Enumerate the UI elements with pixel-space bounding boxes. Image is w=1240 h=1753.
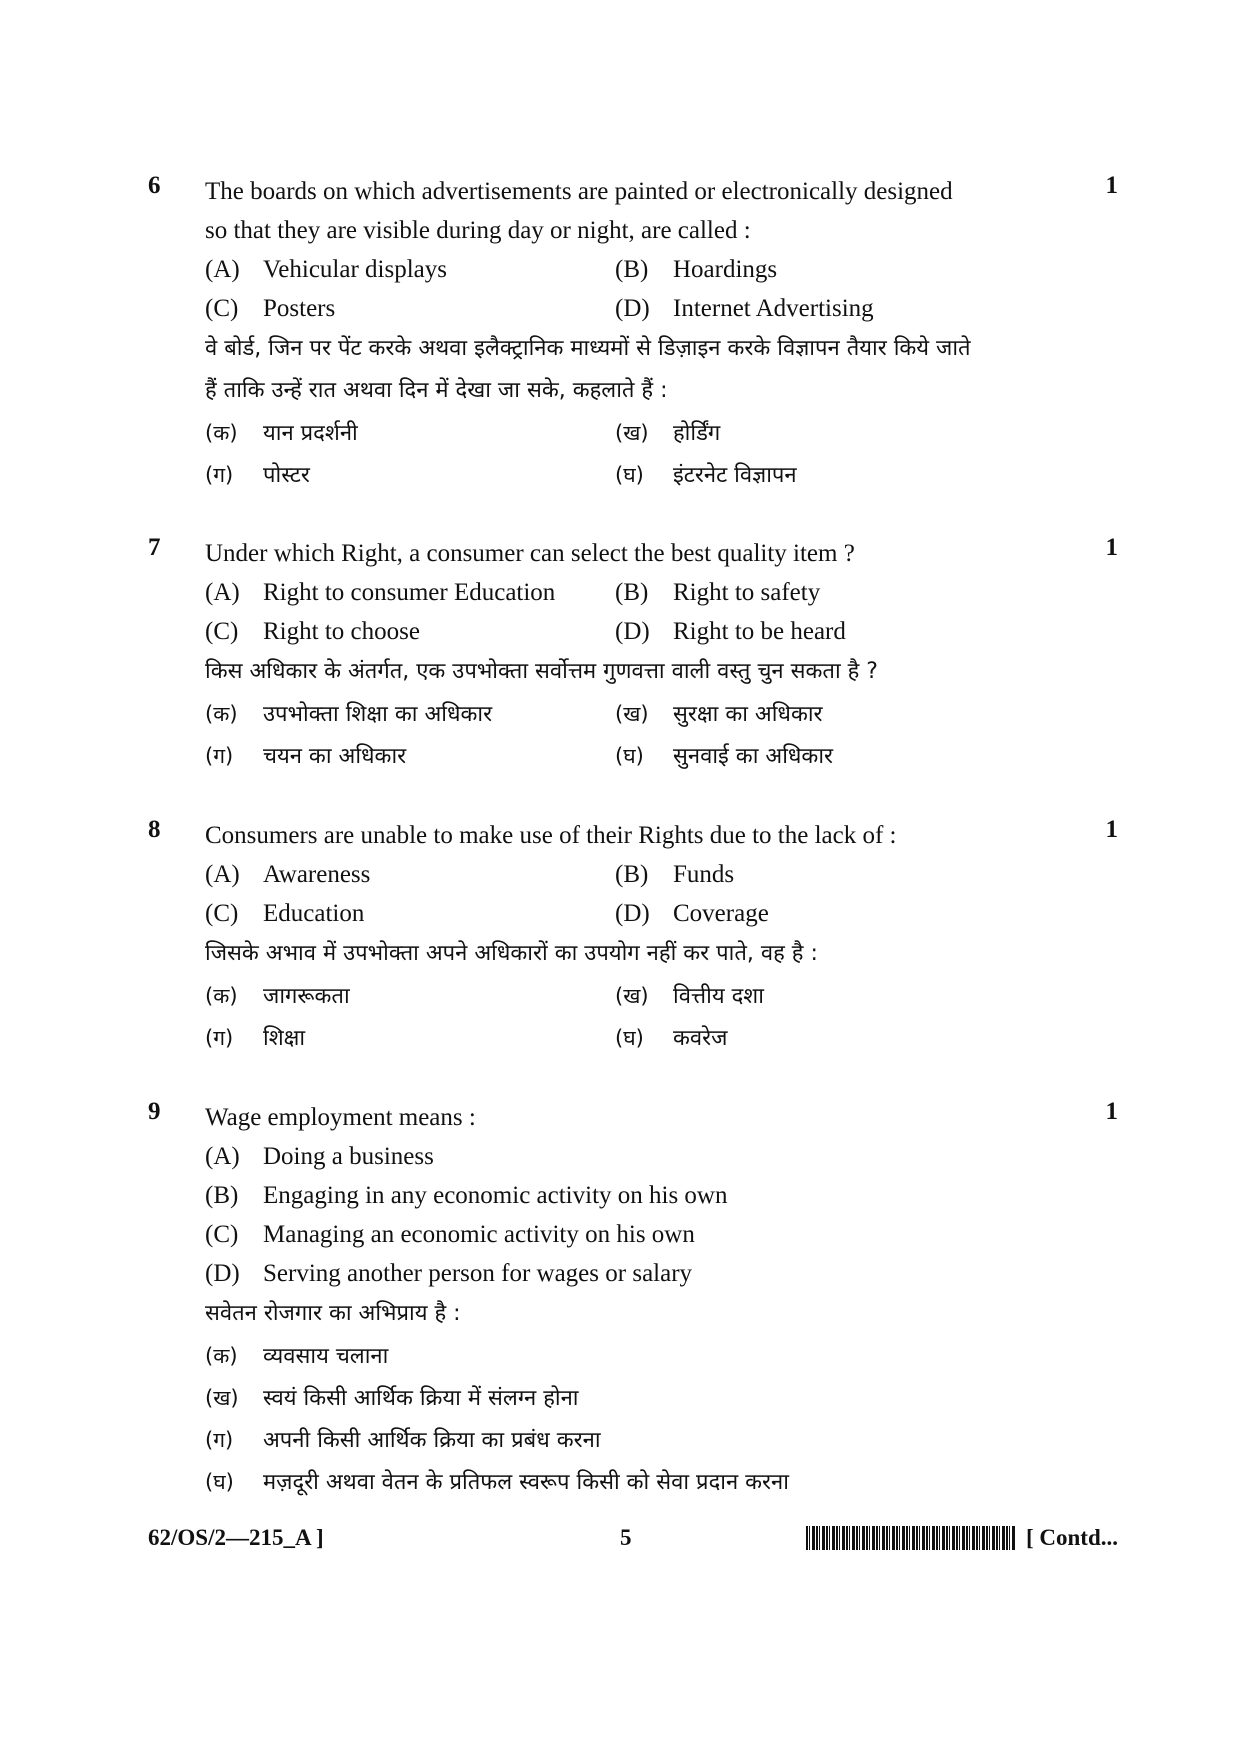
hindi-option-ga: (ग) चयन का अधिकार: [205, 744, 407, 769]
hindi-option-row: [205, 975, 1065, 1017]
option-d: (D) Internet Advertising: [615, 295, 874, 322]
option-b: (B) Right to safety: [615, 579, 821, 606]
question-number: 6: [148, 172, 161, 199]
question-body: [205, 172, 1065, 496]
question-body: [205, 1098, 1065, 1503]
hindi-option-kha: (ख) होर्डिंग: [615, 421, 721, 446]
hindi-option-kha: (ख) स्वयं किसी आर्थिक क्रिया में संलग्न होना: [205, 1386, 579, 1411]
question-number: 9: [148, 1098, 161, 1125]
option-d: (D) Coverage: [615, 900, 769, 927]
option-a: (A) Awareness: [205, 861, 371, 888]
option-a: (A) Doing a business: [205, 1143, 434, 1170]
option-d: (D) Right to be heard: [615, 618, 846, 645]
footer-right: [806, 1525, 1118, 1551]
hindi-option-ka: (क) जागरूकता: [205, 984, 350, 1009]
option-d: (D) Serving another person for wages or salary: [205, 1260, 693, 1287]
question-text: so that they are visible during day or night, are called :: [205, 217, 751, 244]
hindi-option-ga: (ग) पोस्टर: [205, 463, 310, 488]
question-9: [148, 1098, 1118, 1498]
hindi-option-kha: (ख) वित्तीय दशा: [615, 984, 764, 1009]
option-row: [205, 894, 1065, 933]
question-marks: 1: [1105, 172, 1118, 199]
option-c: (C) Education: [205, 900, 365, 927]
question-text: Consumers are unable to make use of their Rights due to the lack of :: [205, 822, 897, 849]
option-a: (A) Right to consumer Education: [205, 579, 556, 606]
question-body: [205, 534, 1065, 777]
hindi-question-text: जिसके अभाव में उपभोक्ता अपने अधिकारों का उपयोग नहीं कर पाते, वह है :: [205, 941, 818, 966]
hindi-option-gha: (घ) सुनवाई का अधिकार: [615, 744, 834, 769]
contd-label: [ Contd...: [1025, 1525, 1118, 1550]
page-number: 5: [620, 1525, 632, 1550]
option-a: (A) Vehicular displays: [205, 256, 447, 283]
option-row: [205, 573, 1065, 612]
hindi-option-gha: (घ) मज़दूरी अथवा वेतन के प्रतिफल स्वरूप किसी को सेवा प्रदान करना: [205, 1470, 789, 1495]
hindi-option-ka: (क) व्यवसाय चलाना: [205, 1344, 389, 1369]
question-6: [148, 172, 1118, 492]
hindi-question-text: वे बोर्ड, जिन पर पेंट करके अथवा इलैक्ट्रानिक माध्यमों से डिज़ाइन करके विज्ञापन तैयार किये जाते: [205, 336, 971, 361]
question-text: The boards on which advertisements are painted or electronically designed: [205, 178, 953, 205]
hindi-option-row: [205, 1017, 1065, 1059]
option-b: (B) Funds: [615, 861, 735, 888]
question-number: 8: [148, 816, 161, 843]
hindi-option-ka: (क) यान प्रदर्शनी: [205, 421, 358, 446]
hindi-option-ga: (ग) शिक्षा: [205, 1026, 306, 1051]
question-marks: 1: [1105, 1098, 1118, 1125]
hindi-option-ka: (क) उपभोक्ता शिक्षा का अधिकार: [205, 702, 493, 727]
question-number: 7: [148, 534, 161, 561]
option-row: [205, 289, 1065, 328]
barcode-icon: [806, 1526, 1016, 1550]
question-marks: 1: [1105, 534, 1118, 561]
question-text: Under which Right, a consumer can select the best quality item ?: [205, 540, 855, 567]
hindi-option-kha: (ख) सुरक्षा का अधिकार: [615, 702, 823, 727]
paper-code: 62/OS/2—215_A ]: [148, 1525, 324, 1550]
option-row: [205, 612, 1065, 651]
hindi-option-gha: (घ) कवरेज: [615, 1026, 728, 1051]
hindi-option-row: [205, 735, 1065, 777]
option-c: (C) Posters: [205, 295, 336, 322]
question-7: [148, 534, 1118, 784]
hindi-question-text: किस अधिकार के अंतर्गत, एक उपभोक्ता सर्वोत्तम गुणवत्ता वाली वस्तु चुन सकता है ?: [205, 659, 878, 684]
option-c: (C) Right to choose: [205, 618, 420, 645]
option-row: [205, 855, 1065, 894]
hindi-option-row: [205, 412, 1065, 454]
hindi-option-gha: (घ) इंटरनेट विज्ञापन: [615, 463, 797, 488]
question-body: [205, 816, 1065, 1059]
question-text: Wage employment means :: [205, 1104, 476, 1131]
question-8: [148, 816, 1118, 1066]
hindi-option-row: [205, 454, 1065, 496]
option-b: (B) Hoardings: [615, 256, 778, 283]
page-footer: [148, 1525, 1118, 1565]
hindi-question-text: सवेतन रोजगार का अभिप्राय है :: [205, 1301, 461, 1326]
option-c: (C) Managing an economic activity on his own: [205, 1221, 695, 1248]
hindi-option-row: [205, 693, 1065, 735]
hindi-option-ga: (ग) अपनी किसी आर्थिक क्रिया का प्रबंध करना: [205, 1428, 601, 1453]
question-marks: 1: [1105, 816, 1118, 843]
hindi-question-text: हैं ताकि उन्हें रात अथवा दिन में देखा जा सके, कहलाते हैं :: [205, 378, 668, 403]
option-row: [205, 250, 1065, 289]
option-b: (B) Engaging in any economic activity on his own: [205, 1182, 728, 1209]
